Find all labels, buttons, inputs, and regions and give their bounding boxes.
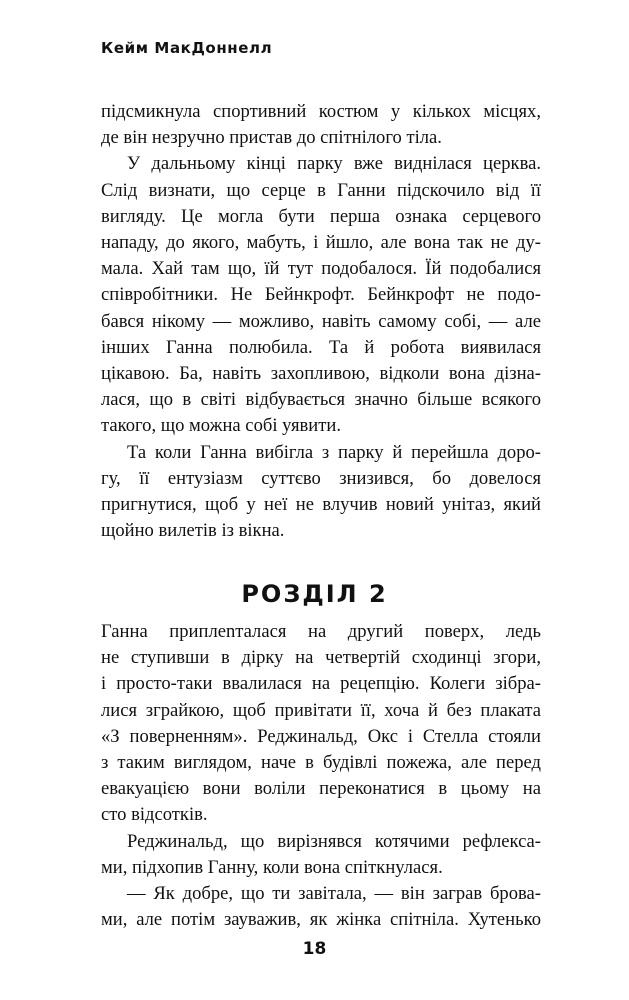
text-block-bottom <box>101 619 541 933</box>
text-line: гу, її ентузіазм суттєво знизився, бо довелося <box>101 467 541 489</box>
text-line: Слід визнати, що серце в Ганни підскочило від її <box>101 179 541 201</box>
text-line: вигляду. Це могла бути перша ознака серцевого <box>101 205 541 227</box>
text-line: — Як добре, що ти завітала, — він заграв брова- <box>127 883 541 905</box>
text-line: ми, але потім зауважив, як жінка спітніла. Хутенько <box>101 909 541 931</box>
text-line: мала. Хай там що, їй тут подобалося. Їй подобалися <box>101 258 541 280</box>
text-line: і просто-таки ввалилася на рецепцію. Колеги зібра- <box>101 673 541 695</box>
running-head: Кейм МакДоннелл <box>101 39 273 57</box>
text-line: ми, підхопив Ганну, коли вона спіткнулася. <box>101 856 443 878</box>
text-line: де він незручно пристав до спітнілого тіла. <box>101 127 442 149</box>
text-line: підсмикнула спортивний костюм у кількох місцях, <box>101 101 541 122</box>
chapter-title: РОЗДІЛ 2 <box>241 580 388 608</box>
text-line: бався нікому — можливо, навіть самому собі, — але <box>101 310 541 332</box>
text-line: співробітники. Не Бейнкрофт. Бейнкрофт не подо- <box>101 284 541 306</box>
text-line: лася, що в світі відбувається значно більше всякого <box>101 389 541 411</box>
text-line: щойно вилетів із вікна. <box>101 520 285 542</box>
text-line: «З поверненням». Реджинальд, Окс і Стелла стояли <box>101 725 541 747</box>
text-line: Реджинальд, що вирізнявся котячими рефлекса- <box>127 830 541 852</box>
text-line: пригнутися, щоб у неї не влучив новий унітаз, який <box>101 494 541 516</box>
text-line: з таким виглядом, наче в будівлі пожежа, але перед <box>101 752 541 774</box>
text-line: лися зграйкою, щоб привітати її, хоча й без плаката <box>101 699 541 721</box>
text-line: такого, що можна собі уявити. <box>101 415 341 437</box>
text-line: сто відсотків. <box>101 804 208 826</box>
text-line: інших Ганна полюбила. Та й робота виявилася <box>101 336 541 358</box>
text-line: не ступивши в дірку на четвертій сходинці згори, <box>101 647 541 669</box>
page-number: 18 <box>302 939 327 959</box>
text-line: цікавою. Ба, навіть захопливою, відколи вона дізна- <box>101 363 541 385</box>
text-line: Ганна приплenталася на другий поверх, ледь <box>101 621 541 642</box>
text-line: евакуацією вони воліли переконатися в цьому на <box>101 778 541 800</box>
text-line: Та коли Ганна вибігла з парку й перейшла доро- <box>127 441 541 463</box>
text-line: нападу, до якого, мабуть, і йшло, але вона так не ду- <box>101 232 541 254</box>
text-block-top <box>101 99 541 544</box>
text-line: У дальньому кінці парку вже виднілася церква. <box>127 153 541 175</box>
